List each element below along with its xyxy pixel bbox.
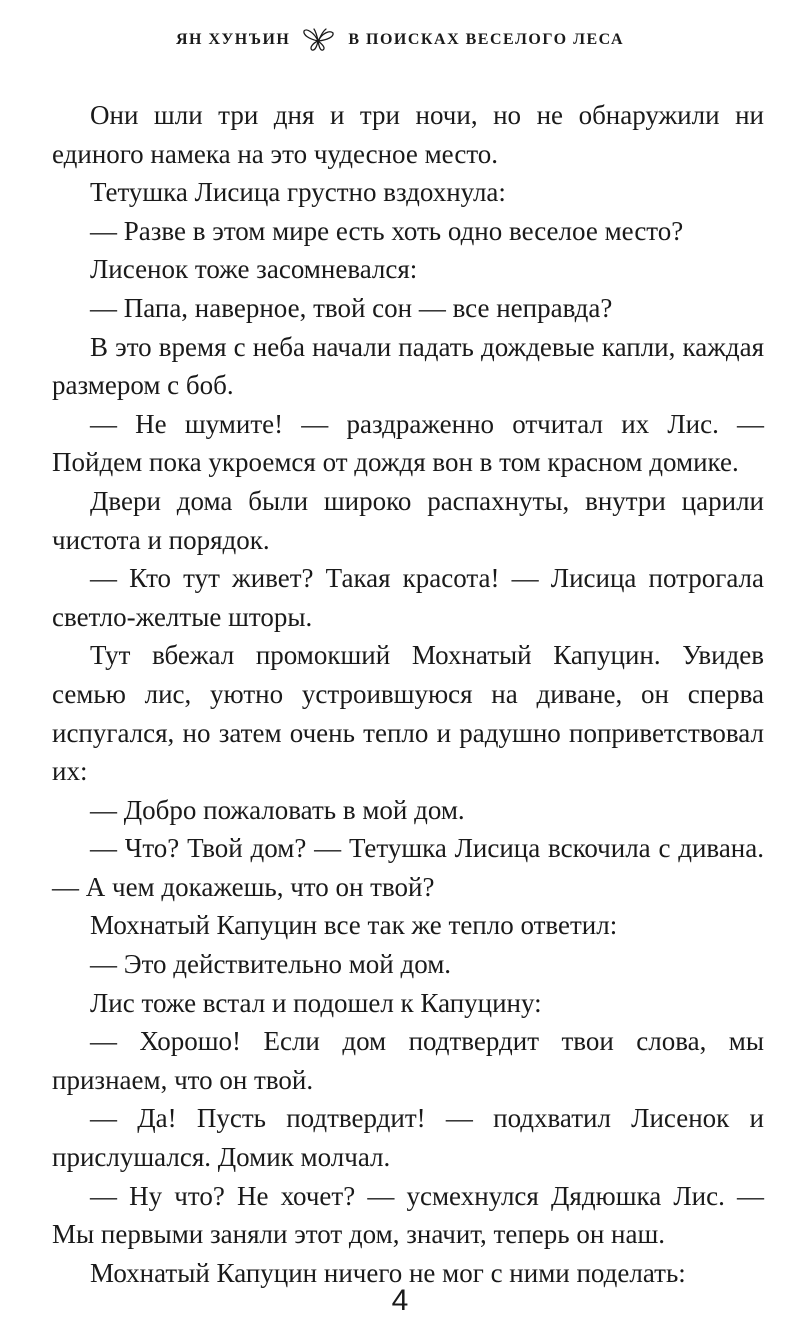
paragraph: — Ну что? Не хочет? — усмехнулся Дядюшка Лис. — Мы первыми заняли этот дом, значит, теперь он наш. xyxy=(52,1180,764,1250)
paragraph: Тут вбежал промокший Мохнатый Капуцин. Увидев семью лис, уютно устроившуюся на диване, он сперва испугался, но затем очень тепло и радушно поприветствовал их: xyxy=(52,640,764,787)
paragraph: Лисенок тоже засомневался: xyxy=(90,254,418,285)
paragraph: — Не шумите! — раздраженно отчитал их Лис. — Пойдем пока укроемся от дождя вон в том красном домике. xyxy=(52,408,764,478)
butterfly-icon xyxy=(302,26,336,54)
paragraph: — Кто тут живет? Такая красота! — Лисица потрогала светло-желтые шторы. xyxy=(52,563,764,632)
paragraph: — Что? Твой дом? — Тетушка Лисица вскочила с дивана. — А чем докажешь, что он твой? xyxy=(52,833,764,902)
header-title: В ПОИСКАХ ВЕСЕЛОГО ЛЕСА xyxy=(348,31,624,48)
paragraph: Тетушка Лисица грустно вздохнула: xyxy=(90,177,506,208)
paragraph: — Папа, наверное, твой сон — все неправда? xyxy=(90,292,613,323)
paragraph: Мохнатый Капуцин все так же тепло ответил: xyxy=(90,910,618,941)
paragraph: — Это действительно мой дом. xyxy=(90,949,452,980)
header-author: ЯН ХУНЪИН xyxy=(175,31,291,48)
paragraph: Мохнатый Капуцин ничего не мог с ними поделать: xyxy=(90,1257,686,1288)
body-text xyxy=(52,96,764,1292)
page-number: 4 xyxy=(391,1284,409,1317)
paragraph: Лис тоже встал и подошел к Капуцину: xyxy=(90,987,542,1018)
paragraph: — Да! Пусть подтвердит! — подхватил Лисенок и прислушался. Домик молчал. xyxy=(52,1103,764,1173)
paragraph: — Разве в этом мире есть хоть одно веселое место? xyxy=(90,215,684,246)
paragraph: В это время с неба начали падать дождевые капли, каждая размером с боб. xyxy=(52,331,764,401)
paragraph: — Добро пожаловать в мой дом. xyxy=(90,794,465,825)
running-head xyxy=(0,26,800,54)
paragraph: Они шли три дня и три ночи, но не обнаружили ни единого намека на это чудесное место. xyxy=(52,100,764,169)
paragraph: Двери дома были широко распахнуты, внутри царили чистота и порядок. xyxy=(52,485,764,555)
paragraph: — Хорошо! Если дом подтвердит твои слова, мы признаем, что он твой. xyxy=(52,1026,764,1095)
